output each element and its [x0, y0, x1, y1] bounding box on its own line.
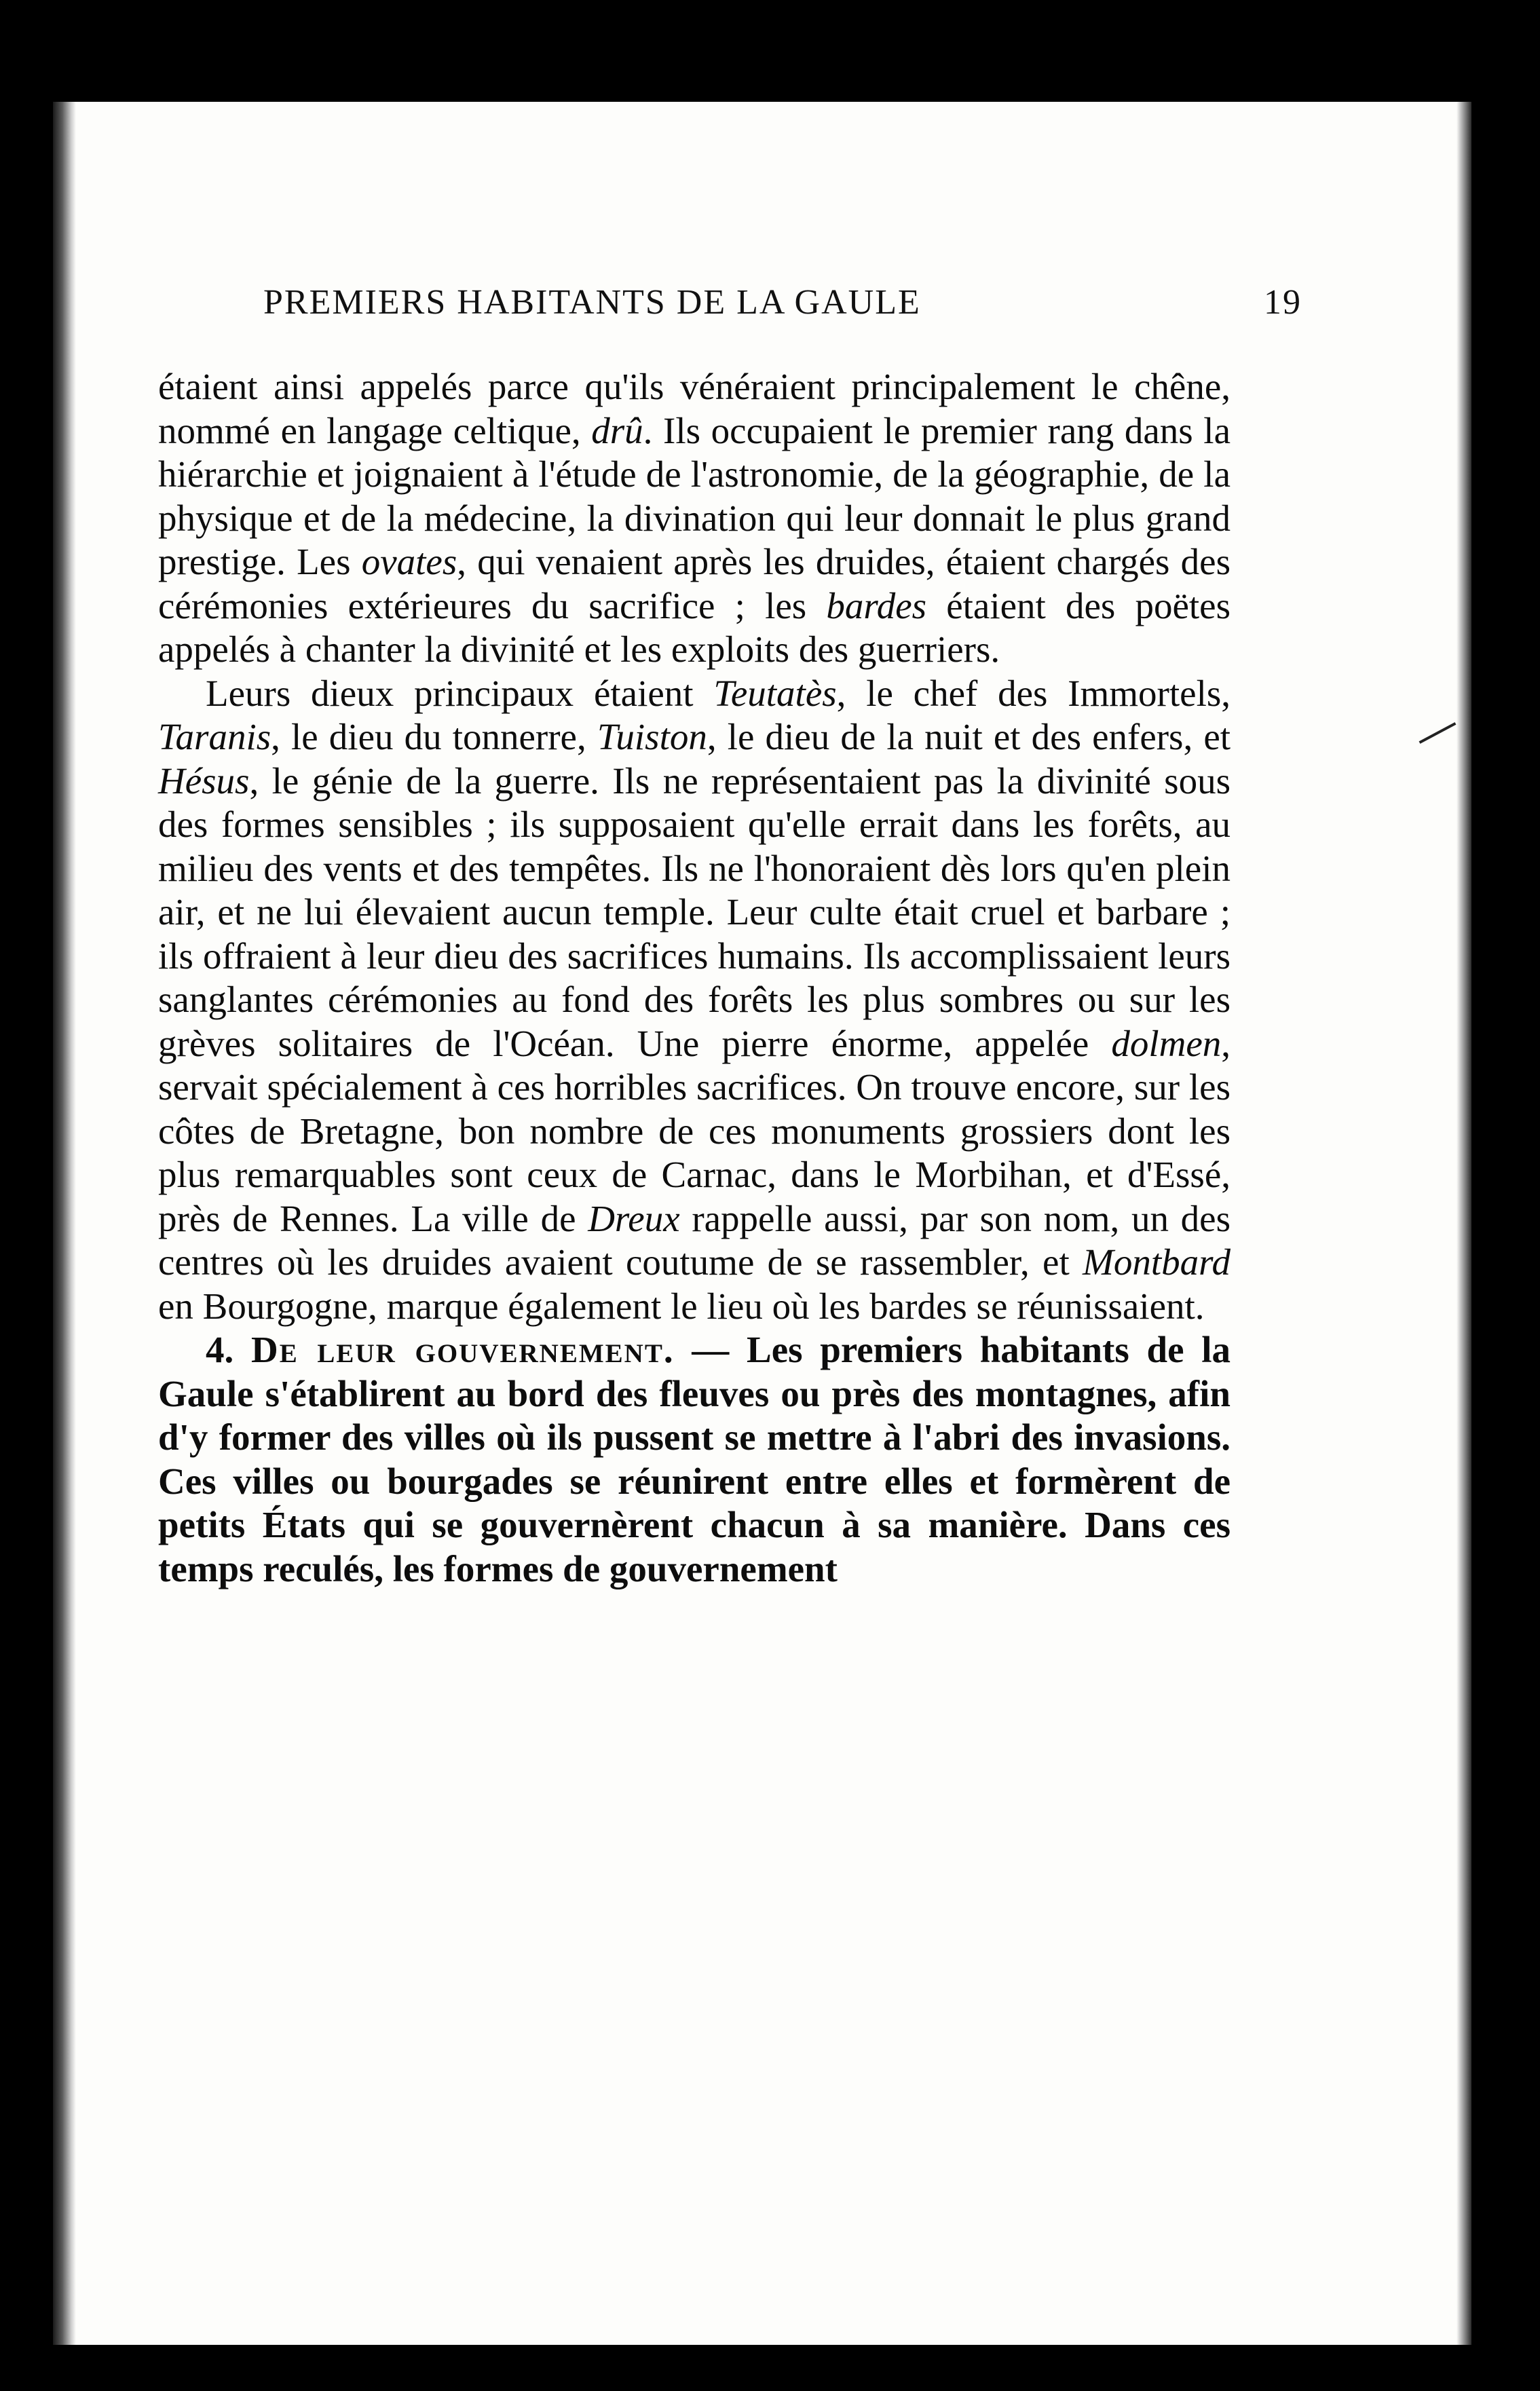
page-number: 19 [1264, 283, 1302, 322]
book-page [53, 102, 1471, 2345]
section-heading: De leur gouvernement. [250, 1329, 675, 1370]
paragraph-dieux: Leurs dieux principaux étaient Teutatès, le chef des Immortels, Taranis, le dieu du tonnerre, Tuiston, le dieu de la nuit et des enfers, et Hésus, le génie de la guerre. Ils ne représentaient pas la divinité sous des formes sensibles ; ils supposaient qu'elle errait dans les forêts, au milieu des vents et des tempêtes. Ils ne l'honoraient dès lors qu'en plein air, et ne lui élevaient aucun temple. Leur culte était cruel et barbare ; ils offraient à leur dieu des sacrifices humains. Ils accomplissaient leurs sanglantes cérémonies au fond des forêts les plus sombres ou sur les grèves solitaires de l'Océan. Une pierre énorme, appelée dolmen, servait spécialement à ces horribles sacrifices. On trouve encore, sur les côtes de Bretagne, bon nombre de ces monuments grossiers dont les plus remarquables sont ceux de Carnac, dans le Morbihan, et d'Essé, près de Rennes. La ville de Dreux rappelle aussi, par son nom, un des centres où les druides avaient coutume de se rassembler, et Montbard en Bourgogne, marque également le lieu où les bardes se réunissaient. [158, 672, 1231, 1327]
paragraph-druides: étaient ainsi appelés parce qu'ils vénéraient principalement le chêne, nommé en langage celtique, drû. Ils occupaient le premier rang dans la hiérarchie et joignaient à l'étude de l'astronomie, de la géographie, de la physique et de la médecine, la divination qui leur donnait le plus grand prestige. Les ovates, qui venaient après les druides, étaient chargés des cérémonies extérieures du sacrifice ; les bardes étaient des poëtes appelés à chanter la divinité et les exploits des guerriers. [158, 366, 1231, 670]
section-number: 4. [206, 1329, 234, 1370]
running-title: PREMIERS HABITANTS DE LA GAULE [263, 283, 921, 322]
paragraph-gouvernement: 4. De leur gouvernement. — Les premiers habitants de la Gaule s'établirent au bord des fleuves ou près des montagnes, afin d'y former des villes où ils pussent se mettre à l'abri des invasions. Ces villes ou bourgades se réunirent entre elles et formèrent de petits États qui se gouvernèrent chacun à sa manière. Dans ces temps reculés, les formes de gouvernement [158, 1329, 1231, 1589]
running-header [263, 282, 1302, 322]
margin-stroke [1419, 722, 1457, 744]
body-text [158, 365, 1231, 1591]
